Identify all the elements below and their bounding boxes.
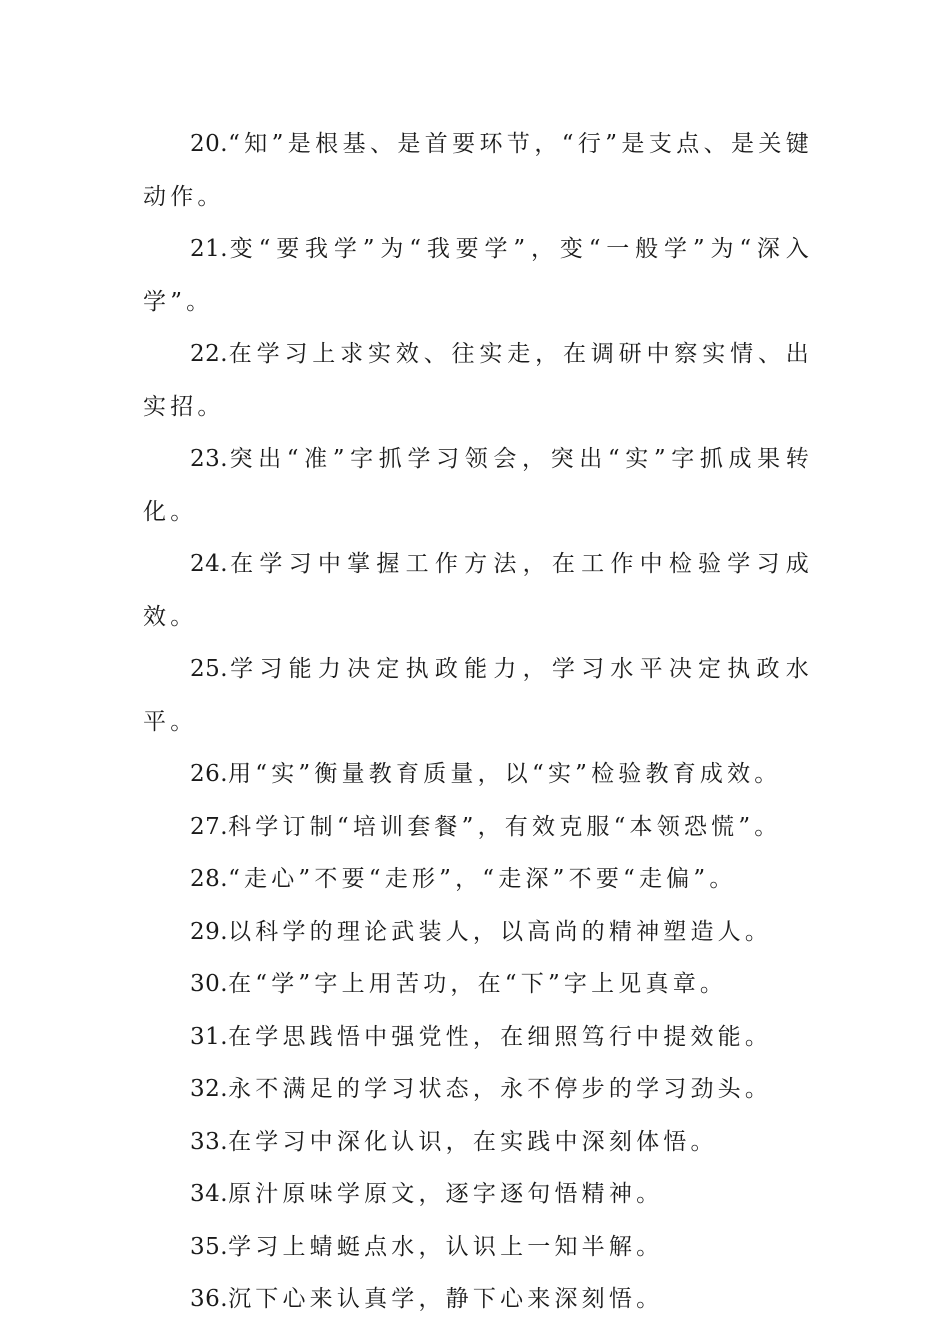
- list-item: [143, 1116, 813, 1169]
- list-item: [143, 748, 813, 801]
- item-text: 在“学”字上用苦功，在“下”字上见真章。: [228, 971, 728, 997]
- list-item: [143, 801, 813, 854]
- item-number: 31.: [190, 1023, 229, 1050]
- item-number: 22.: [190, 341, 229, 367]
- list-item: [143, 1011, 813, 1064]
- item-number: 28.: [190, 866, 229, 892]
- item-number: 35.: [190, 1233, 229, 1260]
- list-item: [143, 958, 813, 1011]
- item-text: 以科学的理论武装人，以高尚的精神塑造人。: [228, 918, 773, 945]
- list-item: [143, 1168, 813, 1221]
- item-number: 23.: [190, 446, 229, 472]
- list-item: [143, 328, 813, 433]
- item-text: 学习上蜻蜓点水，认识上一知半解。: [228, 1233, 664, 1260]
- item-text: 用“实”衡量教育质量，以“实”检验教育成效。: [228, 761, 782, 787]
- item-text: 科学订制“培训套餐”，有效克服“本领恐慌”。: [228, 813, 782, 840]
- item-text: 突出“准”字抓学习领会，突出“实”字抓成果转化。: [143, 446, 813, 525]
- item-number: 34.: [190, 1181, 229, 1207]
- document-body: [143, 118, 813, 1326]
- item-text: 沉下心来认真学，静下心来深刻悟。: [228, 1286, 664, 1312]
- item-number: 20.: [190, 131, 229, 157]
- item-number: 21.: [190, 236, 229, 262]
- list-item: [143, 643, 813, 748]
- list-item: [143, 906, 813, 959]
- item-number: 29.: [190, 918, 229, 945]
- item-number: 26.: [190, 761, 229, 787]
- item-text: 学习能力决定执政能力，学习水平决定执政水平。: [143, 656, 813, 735]
- item-text: 原汁原味学原文，逐字逐句悟精神。: [228, 1181, 664, 1207]
- list-item: [143, 538, 813, 643]
- item-text: 在学习上求实效、往实走，在调研中察实情、出实招。: [143, 341, 813, 420]
- item-number: 30.: [190, 971, 229, 997]
- item-number: 33.: [190, 1128, 229, 1155]
- item-text: 在学习中掌握工作方法，在工作中检验学习成效。: [143, 551, 813, 630]
- item-text: 在学习中深化认识，在实践中深刻体悟。: [228, 1128, 718, 1155]
- list-item: [143, 1221, 813, 1274]
- item-text: 在学思践悟中强党性，在细照笃行中提效能。: [228, 1023, 773, 1050]
- list-item: [143, 223, 813, 328]
- item-text: “知”是根基、是首要环节，“行”是支点、是关键动作。: [143, 131, 813, 210]
- item-text: 永不满足的学习状态，永不停步的学习劲头。: [228, 1076, 773, 1102]
- list-item: [143, 1273, 813, 1326]
- list-item: [143, 433, 813, 538]
- item-number: 24.: [190, 551, 229, 577]
- list-item: [143, 853, 813, 906]
- list-item: [143, 1063, 813, 1116]
- item-text: 变“要我学”为“我要学”，变“一般学”为“深入学”。: [143, 236, 813, 315]
- item-number: 32.: [190, 1076, 229, 1102]
- item-text: “走心”不要“走形”，“走深”不要“走偏”。: [228, 866, 737, 892]
- item-number: 36.: [190, 1286, 229, 1312]
- item-number: 25.: [190, 656, 229, 682]
- list-item: [143, 118, 813, 223]
- item-number: 27.: [190, 813, 229, 840]
